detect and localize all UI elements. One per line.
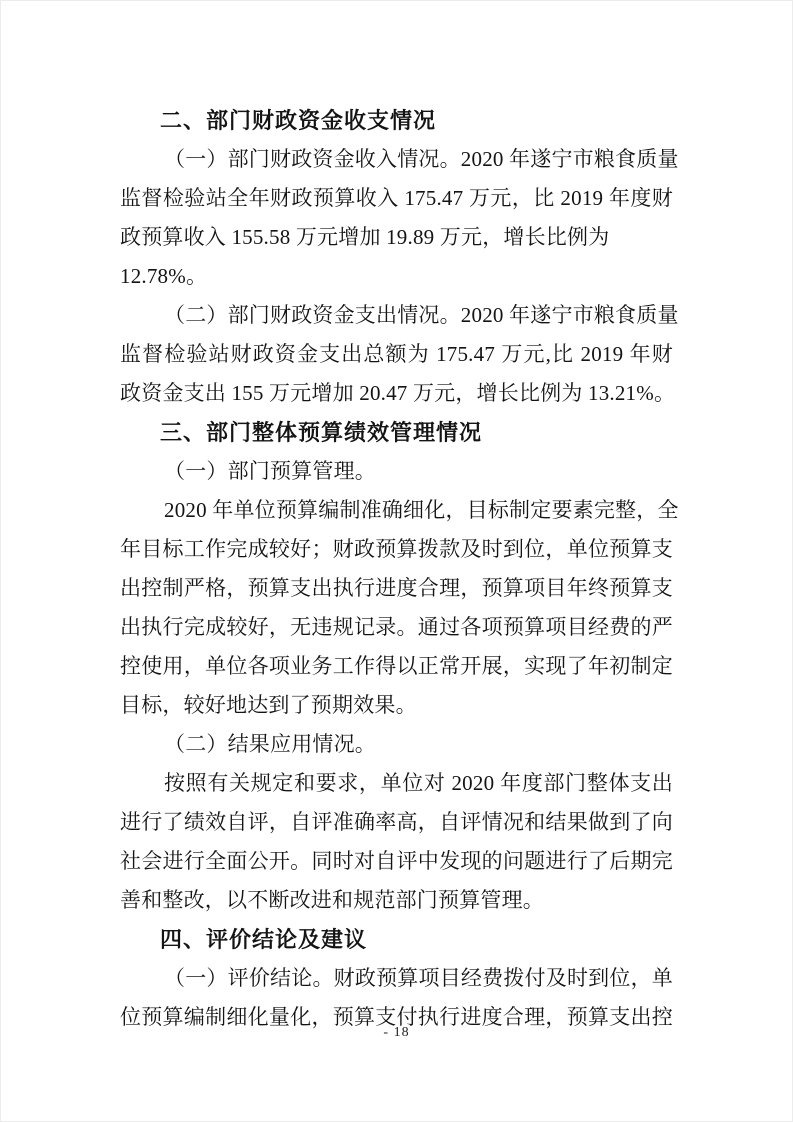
text-line: 按照有关规定和要求，单位对 2020 年度部门整体支出	[164, 771, 673, 795]
page-number: - 18	[383, 1025, 410, 1040]
text-line: 位预算编制细化量化，预算支付执行进度合理，预算支出控	[120, 1005, 673, 1029]
text-line: 进行了绩效自评，自评准确率高，自评情况和结果做到了向	[120, 810, 673, 834]
text-line: （一）评价结论。财政预算项目经费拨付及时到位，单	[164, 966, 673, 990]
text-line: 监督检验站全年财政预算收入 175.47 万元，比 2019 年度财	[120, 186, 673, 210]
text-line: 出控制严格，预算支出执行进度合理，预算项目年终预算支	[120, 576, 673, 600]
text-line: 政预算收入 155.58 万元增加 19.89 万元，增长比例为	[120, 225, 610, 249]
text-line: （一）部门财政资金收入情况。2020 年遂宁市粮食质量	[164, 147, 679, 171]
text-line: 12.78%。	[120, 264, 208, 288]
text-line: 目标，较好地达到了预期效果。	[120, 693, 417, 717]
text-line: 政资金支出 155 万元增加 20.47 万元，增长比例为 13.21%。	[120, 381, 676, 405]
text-line: 出执行完成较好，无违规记录。通过各项预算项目经费的严	[120, 615, 673, 639]
text-line: 年目标工作完成较好；财政预算拨款及时到位，单位预算支	[120, 537, 673, 561]
section-heading-4: 四、评价结论及建议	[160, 927, 368, 952]
text-line: （一）部门预算管理。	[164, 459, 376, 483]
text-line: 善和整改，以不断改进和规范部门预算管理。	[120, 888, 544, 912]
text-line: （二）部门财政资金支出情况。2020 年遂宁市粮食质量	[164, 303, 679, 327]
text-line: （二）结果应用情况。	[164, 732, 376, 756]
text-line: 社会进行全面公开。同时对自评中发现的问题进行了后期完	[120, 849, 673, 873]
text-line: 监督检验站财政资金支出总额为 175.47 万元,比 2019 年财	[120, 342, 673, 366]
section-heading-2: 二、部门财政资金收支情况	[160, 108, 437, 133]
text-line: 2020 年单位预算编制准确细化，目标制定要素完整，全	[164, 498, 679, 522]
section-heading-3: 三、部门整体预算绩效管理情况	[160, 420, 483, 445]
document-body	[120, 101, 679, 1037]
text-line: 控使用，单位各项业务工作得以正常开展，实现了年初制定	[120, 654, 673, 678]
